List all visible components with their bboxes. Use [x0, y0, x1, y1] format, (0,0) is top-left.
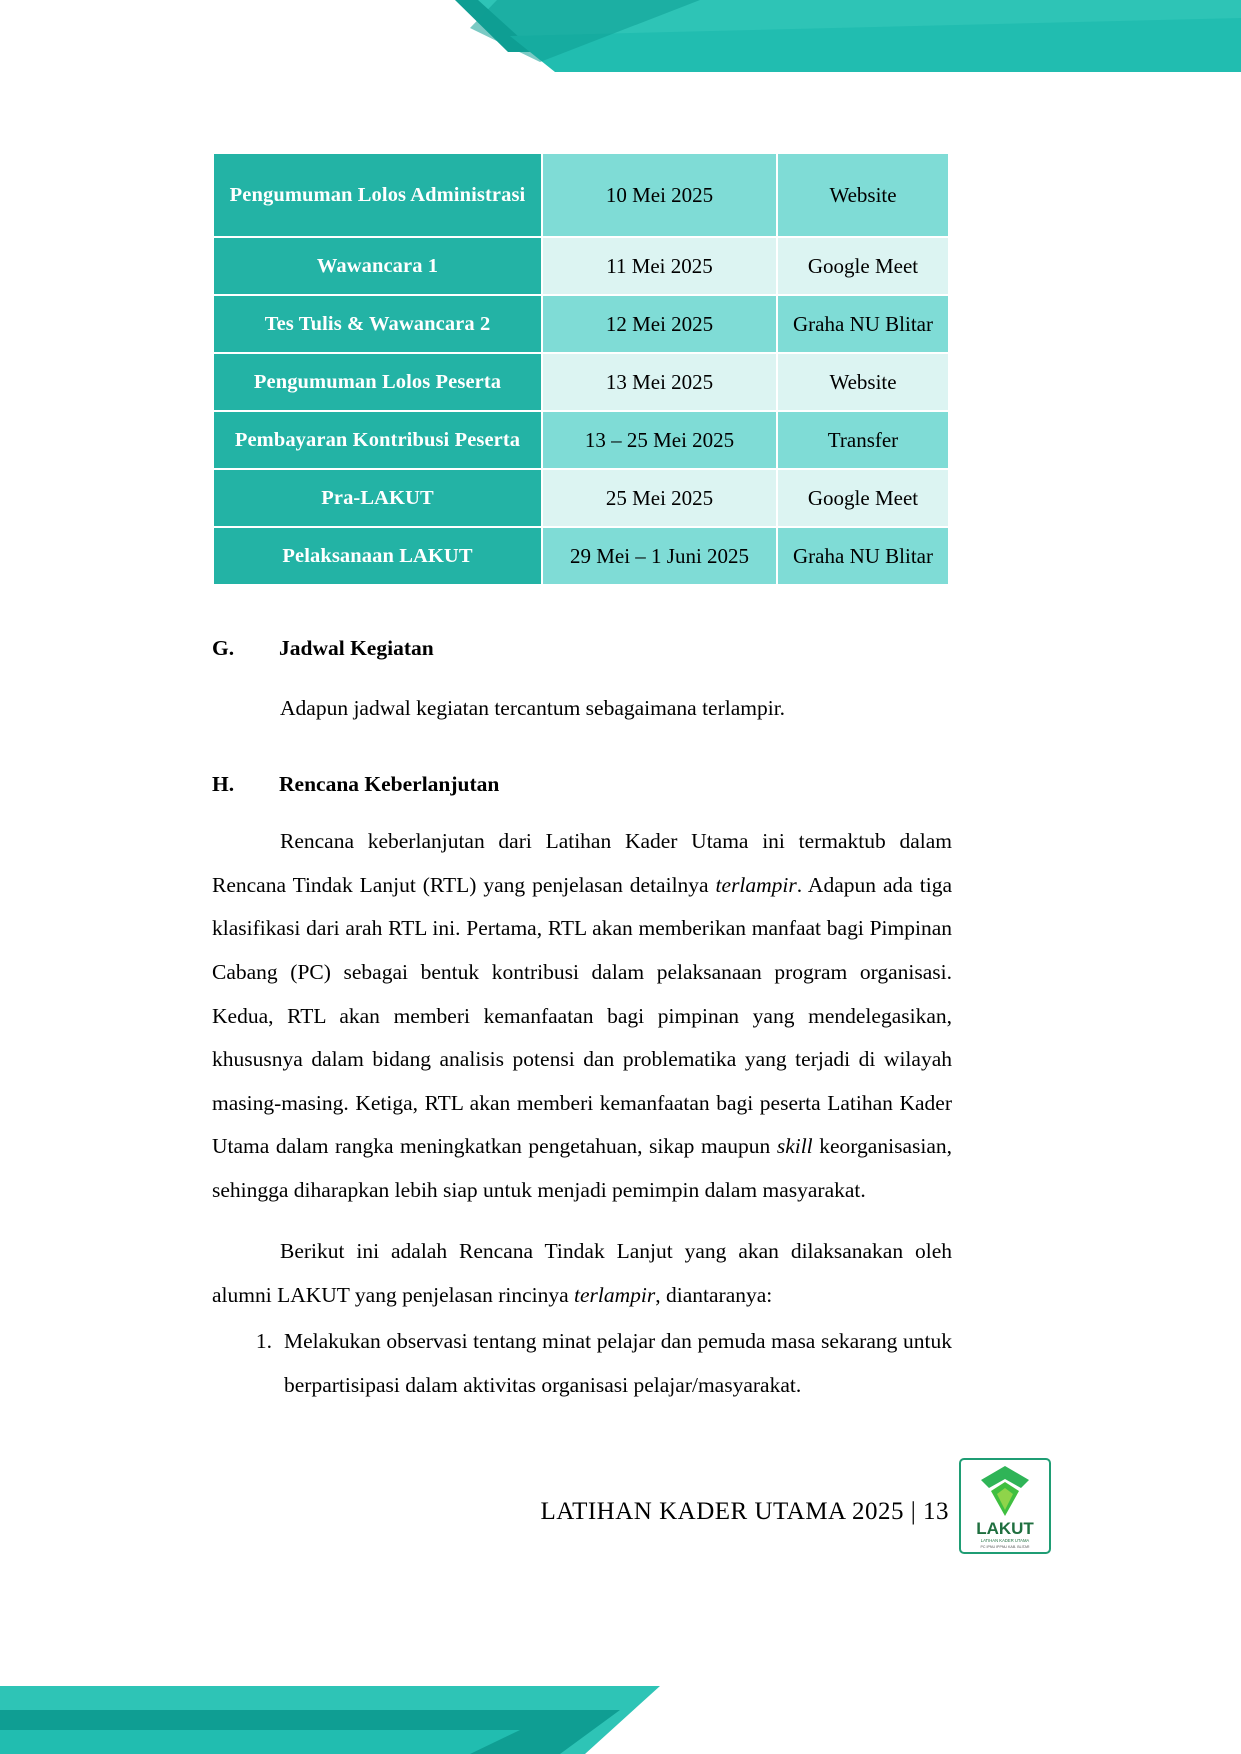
section-title-h: Rencana Keberlanjutan — [279, 772, 500, 796]
logo-subtitle: LATIHAN KADER UTAMA — [980, 1538, 1030, 1543]
cell-activity: Pembayaran Kontribusi Peserta — [214, 412, 541, 468]
table-row — [214, 412, 948, 468]
paragraph-1-part-c: keorganisasian, sehingga diharapkan lebih siap untuk menjadi pemimpin dalam masyarakat. — [212, 1134, 952, 1203]
cell-date: 29 Mei – 1 Juni 2025 — [543, 528, 776, 584]
cell-activity: Pengumuman Lolos Peserta — [214, 354, 541, 410]
cell-activity: Pra-LAKUT — [214, 470, 541, 526]
cell-place: Google Meet — [778, 470, 948, 526]
paragraph-1-part-b: . Adapun ada tiga klasifikasi dari arah RTL ini. Pertama, RTL akan memberikan manfaat bagi Pimpinan Cabang (PC) sebagai bentuk kontribusi dalam pelaksanaan program organisasi. Kedua, RTL akan memberi kemanfaatan bagi pimpinan yang mendelegasikan, khususnya dalam bidang analisis potensi dan problematika yang terjadi di wilayah masing-masing. Ketiga, RTL akan memberi kemanfaatan bagi peserta Latihan Kader Utama dalam rangka meningkatkan pengetahuan, sikap maupun — [212, 872, 952, 1159]
cell-place: Graha NU Blitar — [778, 296, 948, 352]
cell-date: 13 – 25 Mei 2025 — [543, 412, 776, 468]
section-g-body-text: Adapun jadwal kegiatan tercantum sebagaimana terlampir. — [280, 696, 786, 720]
cell-date: 25 Mei 2025 — [543, 470, 776, 526]
section-heading-h — [212, 772, 499, 797]
cell-date: 10 Mei 2025 — [543, 154, 776, 236]
cell-activity: Tes Tulis & Wawancara 2 — [214, 296, 541, 352]
cell-date: 12 Mei 2025 — [543, 296, 776, 352]
paragraph-1-emphasis-2: skill — [776, 1134, 813, 1159]
section-heading-g — [212, 636, 434, 661]
list-item-text: Melakukan observasi tentang minat pelajar dan pemuda masa sekarang untuk berpartisipasi dalam aktivitas organisasi pelajar/masyarakat. — [284, 1329, 952, 1397]
logo-name: LAKUT — [976, 1519, 1034, 1538]
section-g-body — [212, 687, 952, 731]
cell-date: 13 Mei 2025 — [543, 354, 776, 410]
cell-date: 11 Mei 2025 — [543, 238, 776, 294]
cell-place: Google Meet — [778, 238, 948, 294]
paragraph-1-emphasis-1: terlampir — [715, 872, 797, 897]
logo-caption: PC IPNU IPPNU KAB. BLITAR — [980, 1545, 1030, 1549]
paragraph-1-part-a: Rencana keberlanjutan dari Latihan Kader Utama ini termaktub dalam Rencana Tindak Lanjut (RTL) yang penjelasan detailnya — [212, 829, 952, 897]
table-row — [214, 154, 948, 236]
cell-place: Website — [778, 354, 948, 410]
list-item — [212, 1320, 952, 1407]
paragraph-2-part-a: Berikut ini adalah Rencana Tindak Lanjut yang akan dilaksanakan oleh alumni LAKUT yang penjelasan rincinya — [212, 1239, 952, 1307]
section-h-paragraph-2 — [212, 1230, 952, 1317]
table-row — [214, 296, 948, 352]
paragraph-2-emphasis: terlampir — [574, 1282, 656, 1307]
cell-place: Transfer — [778, 412, 948, 468]
section-letter-h: H. — [212, 772, 235, 796]
table-row — [214, 470, 948, 526]
cell-activity: Pengumuman Lolos Administrasi — [214, 154, 541, 236]
cell-activity: Pelaksanaan LAKUT — [214, 528, 541, 584]
paragraph-2-part-b: , diantaranya: — [655, 1282, 773, 1307]
section-letter-g: G. — [212, 636, 235, 660]
table-row — [214, 354, 948, 410]
list-item-number: 1. — [255, 1329, 272, 1353]
table-row — [214, 238, 948, 294]
rtl-list — [212, 1320, 952, 1407]
schedule-table-body — [214, 154, 948, 584]
cell-activity: Wawancara 1 — [214, 238, 541, 294]
section-h-paragraph-1 — [212, 820, 952, 1213]
table-row — [214, 528, 948, 584]
page-footer-text: LATIHAN KADER UTAMA 2025 | 13 — [540, 1498, 949, 1525]
section-title-g: Jadwal Kegiatan — [279, 636, 434, 660]
schedule-table — [212, 152, 950, 586]
lakut-logo — [959, 1458, 1051, 1554]
cell-place: Graha NU Blitar — [778, 528, 948, 584]
cell-place: Website — [778, 154, 948, 236]
schedule-table-wrapper — [212, 152, 948, 586]
